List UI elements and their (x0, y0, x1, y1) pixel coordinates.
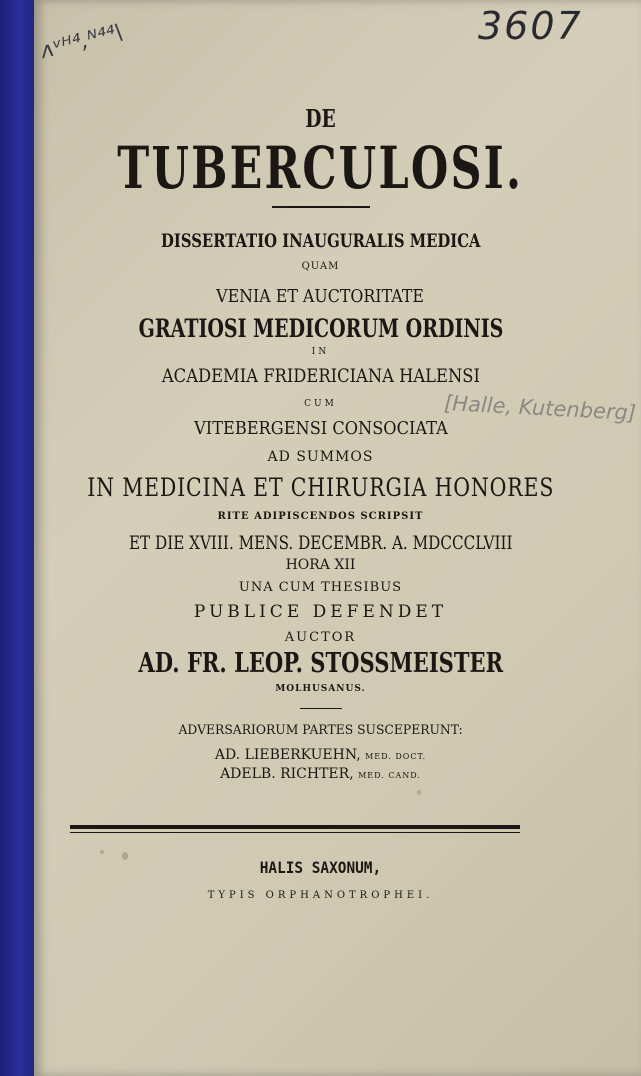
title-main: TUBERCULOSI. (117, 134, 524, 202)
opponent-richter: ADELB. RICHTER, MED. CAND. (220, 766, 421, 782)
venia-line: VENIA ET AUCTORITATE (216, 286, 425, 307)
author-rule (300, 708, 342, 709)
cum-line: CUM (304, 399, 337, 409)
author-name: AD. FR. LEOP. STOSSMEISTER (138, 648, 503, 679)
rite-line: RITE ADIPISCENDOS SCRIPSIT (217, 511, 424, 522)
author-origin: MOLHUSANUS. (275, 684, 366, 694)
honores-line: IN MEDICINA ET CHIRURGIA HONORES (87, 473, 554, 502)
ordinis-line: GRATIOSI MEDICORUM ORDINIS (138, 314, 503, 343)
title-de: DE (305, 104, 336, 133)
shelfmark-annotation: 3607 (478, 4, 583, 48)
auctor-line: AUCTOR (284, 630, 357, 645)
opponents-heading: ADVERSARIORUM PARTES SUSCEPERUNT: (178, 723, 463, 738)
publice-line: PUBLICE DEFENDET (193, 602, 448, 622)
dissertatio-line: DISSERTATIO INAUGURALIS MEDICA (160, 230, 481, 252)
hora-line: HORA XII (285, 557, 356, 573)
vitebergensi-line: VITEBERGENSI CONSOCIATA (193, 418, 448, 439)
in-line: IN (311, 347, 330, 357)
academia-line: ACADEMIA FRIDERICIANA HALENSI (161, 365, 480, 387)
imprint-rule-thick (70, 825, 520, 829)
imprint-printer: TYPIS ORPHANOTROPHEI. (207, 890, 434, 901)
title-rule (272, 206, 370, 208)
stain (417, 790, 421, 795)
imprint-rule-thin (70, 832, 520, 833)
imprint-place: HALIS SAXONUM, (259, 858, 382, 877)
pencil-place-note: [Halle, Kutenberg] (443, 390, 637, 426)
quam-line: QUAM (301, 261, 340, 272)
opponent-lieberkuehn: AD. LIEBERKUEHN, MED. DOCT. (214, 747, 427, 763)
stain (100, 850, 104, 854)
corner-scribble-annotation: ʌᵛᴴ⁴,ᴺ⁴⁴\ (38, 19, 126, 65)
una-line: UNA CUM THESIBUS (238, 580, 403, 595)
ad-summos-line: AD SUMMOS (267, 449, 374, 465)
date-line: ET DIE XVIII. MENS. DECEMBR. A. MDCCCLVIII (128, 532, 513, 554)
